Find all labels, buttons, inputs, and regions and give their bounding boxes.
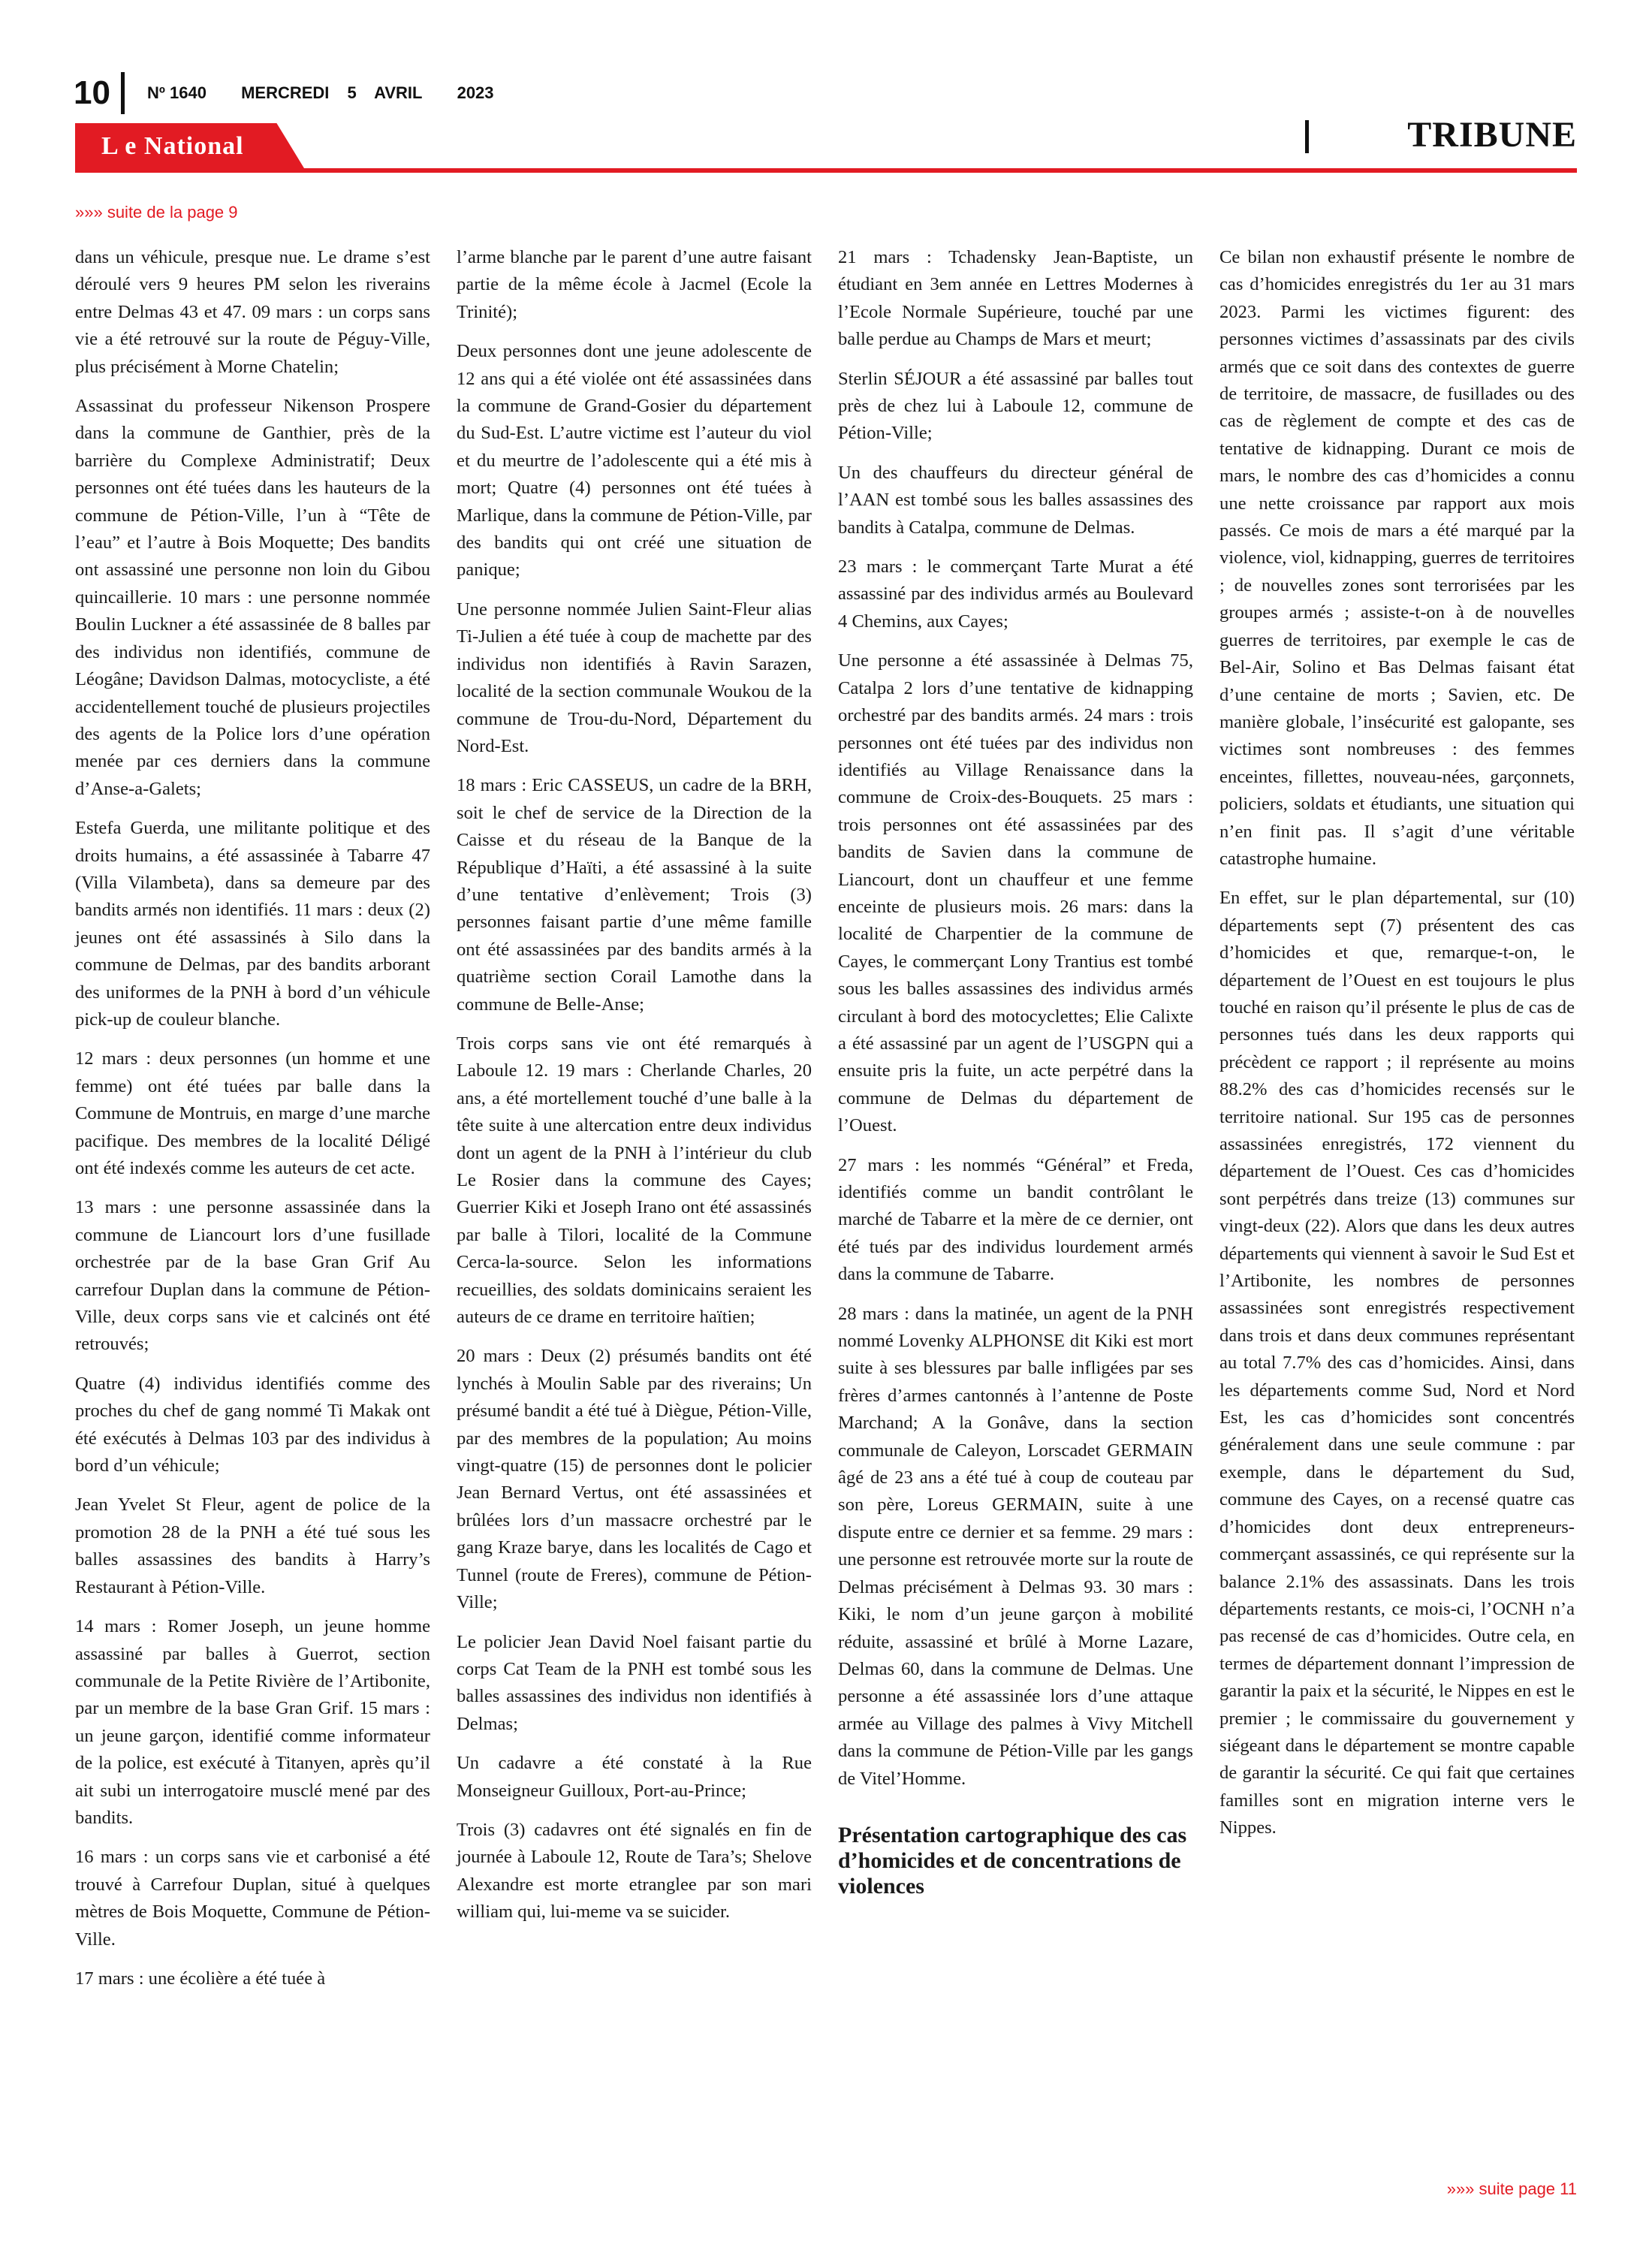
- paragraph: Une personne nommée Julien Saint-Fleur alias Ti-Julien a été tuée à coup de machette par des individus non identifiés à Ravin Sarazen, localité de la section communale Woukou de la commune de Trou-du-Nord, Département du Nord-Est.: [457, 599, 812, 756]
- continued-from: »»» suite de la page 9: [75, 203, 238, 222]
- paragraph: 14 mars : Romer Joseph, un jeune homme assassiné par balles à Guerrot, section communale de la Petite Rivière de l’Artibonite, par un membre de la base Gran Grif. 15 mars : un jeune garçon, identifié comme informateur de la police, est exécuté à Titanyen, après qu’il ait subi un interrogatoire musclé mené par des bandits.: [75, 1616, 430, 1828]
- paragraph: 18 mars : Eric CASSEUS, un cadre de la BRH, soit le chef de service de la Direction de la Caisse et du réseau de la Banque de la République d’Haïti, a été assassiné à la suite d’une tentative d’enlèvement; Trois (3) personnes faisant partie d’une même famille ont été assassinées par des bandits armés à la quatrième section Corail Lamothe dans la commune de Belle-Anse;: [457, 775, 812, 1015]
- masthead: [74, 69, 524, 117]
- month: AVRIL: [374, 83, 423, 102]
- page-number: 10: [74, 74, 110, 111]
- paragraph: Deux personnes dont une jeune adolescente de 12 ans qui a été violée ont été assassinées dans la commune de Grand-Gosier du département du Sud-Est. L’autre victime est l’auteur du viol et du meurtre de l’adolescente qui a été mis à mort; Quatre (4) personnes ont été tuées à Marlique, dans la commune de Pétion-Ville, par des bandits qui ont créé une situation de panique;: [457, 341, 812, 581]
- paragraph: Jean Yvelet St Fleur, agent de police de la promotion 28 de la PNH a été tué sous les balles assassines des bandits à Harry’s Restaurant à Pétion-Ville.: [75, 1494, 430, 1597]
- paragraph: Trois (3) cadavres ont été signalés en fin de journée à Laboule 12, Route de Tara’s; Shelove Alexandre est morte etranglee par son mari william qui, lui-meme va se suicider.: [457, 1819, 812, 1923]
- paragraph: Ce bilan non exhaustif présente le nombre de cas d’homicides enregistrés du 1er au 31 mars 2023. Parmi les victimes figurent: des personnes victimes d’assassinats par des civils armés que ce soit dans des contextes de guerre de territoire, de massacre, de fusillades ou des cas de règlement de compte et des cas de tentative de kidnapping. Durant ce mois de mars, le nombre des cas d’homicides a connu une nette croissance par rapport aux mois passés. Ce mois de mars a été marqué par la violence, viol, kidnapping, guerres de territoires ; de nouvelles zones sont terrorisées par les groupes armés ; assiste-t-on à de nouvelles guerres de territoires, par exemple le cas de Bel-Air, Solino et Bas Delmas faisant état d’une centaine de morts ; Savien, etc. De manière globale, l’insécurité est galopante, ses victimes sont nombreuses : des femmes enceintes, fillettes, nouveau-nées, garçonnets, policiers, soldats et étudiants, une situation qui n’en finit pas. Il s’agit d’une véritable catastrophe humaine.: [1219, 247, 1575, 869]
- paragraph: 20 mars : Deux (2) présumés bandits ont été lynchés à Moulin Sable par des riverains; Un présumé bandit a été tué à Diègue, Pétion-Ville, par des membres de la population; Au moins vingt-quatre (15) de personnes dont le policier Jean Bernard Vertus, ont été assassinées et brûlées lors d’un massacre orchestré par le gang Kraze barye, dans les localités de Cago et Tunnel (route de Freres), commune de Pétion-Ville;: [457, 1346, 812, 1613]
- page-number-divider: [121, 72, 125, 114]
- paragraph: Un des chauffeurs du directeur général de l’AAN est tombé sous les balles assassines des bandits à Catalpa, commune de Delmas.: [838, 462, 1193, 538]
- paragraph: Estefa Guerda, une militante politique et des droits humains, a été assassinée à Tabarre 47 (Villa Vilambeta), dans sa demeure par des bandits armés non identifiés. 11 mars : deux (2) jeunes ont été assassinés à Silo dans la commune de Delmas, par des bandits arborant des uniformes de la PNH à bord d’un véhicule pick-up de couleur blanche.: [75, 818, 430, 1030]
- column-3: [838, 244, 1193, 1899]
- paragraph: l’arme blanche par le parent d’une autre faisant partie de la même école à Jacmel (Ecole la Trinité);: [457, 247, 812, 322]
- column-4: [1219, 244, 1575, 1854]
- brand-logo: L e National: [101, 132, 244, 160]
- paragraph: Sterlin SÉJOUR a été assassiné par balles tout près de chez lui à Laboule 12, commune de Pétion-Ville;: [838, 368, 1193, 444]
- subheading: Présentation cartographique des cas d’homicides et de concentrations de violences: [838, 1822, 1187, 1899]
- issue-number: Nº 1640: [146, 83, 206, 102]
- paragraph: 28 mars : dans la matinée, un agent de la PNH nommé Lovenky ALPHONSE dit Kiki est mort suite à ses blessures par balle infligées par ses frères d’armes cantonnés à l’antenne de Poste Marchand; A la Gonâve, dans la section communale de Caleyon, Lorscadet GERMAIN âgé de 23 ans a été tué à coup de couteau par son père, Loreus GERMAIN, suite à une dispute entre ce dernier et sa femme. 29 mars : une personne est retrouvée morte sur la route de Delmas précisément à Delmas 93. 30 mars : Kiki, le nom d’un jeune garçon à mobilité réduite, assassiné et brûlé à Morne Lazare, Delmas 60, dans la commune de Delmas. Une personne a été assassinée lors d’une attaque armée au Village des palmes à Vivy Mitchell dans la commune de Pétion-Ville par les gangs de Vitel’Homme.: [838, 1303, 1193, 1789]
- paragraph: 16 mars : un corps sans vie et carbonisé a été trouvé à Carrefour Duplan, situé à quelques mètres de Bois Moquette, Commune de Pétion-Ville.: [75, 1847, 430, 1950]
- continued-to: »»» suite page 11: [1446, 2179, 1577, 2198]
- header-rule: [75, 168, 1577, 173]
- section-divider: [1305, 120, 1309, 153]
- weekday: MERCREDI: [241, 83, 330, 102]
- paragraph: Un cadavre a été constaté à la Rue Monseigneur Guilloux, Port-au-Prince;: [457, 1753, 812, 1801]
- paragraph: Trois corps sans vie ont été remarqués à Laboule 12. 19 mars : Cherlande Charles, 20 ans, a été mortellement touché d’une balle à la tête suite à une altercation entre deux individus dont un agent de la PNH à l’intérieur du club Le Rosier dans la commune des Cayes; Guerrier Kiki et Joseph Irano ont été assassinés par balle à Tilori, localité de la Commune Cerca-la-source. Selon les informations recueillies, des soldats dominicains seraient les auteurs de ce drame en territoire haïtien;: [457, 1033, 812, 1328]
- paragraph: 12 mars : deux personnes (un homme et une femme) ont été tuées par balle dans la Commune de Montruis, en marge d’une marche pacifique. Des membres de la localité Déligé ont été indexés comme les auteurs de cet acte.: [75, 1048, 430, 1178]
- paragraph: 27 mars : les nommés “Général” et Freda, identifiés comme un bandit contrôlant le marché de Tabarre et la mère de ce dernier, ont été tués par des individus lourdement armés dans la commune de Tabarre.: [838, 1154, 1193, 1285]
- paragraph: dans un véhicule, presque nue. Le drame s’est déroulé vers 9 heures PM selon les riverains entre Delmas 43 et 47. 09 mars : un corps sans vie a été retrouvé sur la route de Péguy-Ville, plus précisément à Morne Chatelin;: [75, 247, 430, 377]
- column-1: [75, 244, 430, 2004]
- paragraph: Une personne a été assassinée à Delmas 75, Catalpa 2 lors d’une tentative de kidnapping orchestré par des bandits armés. 24 mars : trois personnes ont été tuées par des individus non identifiés au Village Renaissance dans la commune de Croix-des-Bouquets. 25 mars : trois personnes ont été assassinées par des bandits de Savien dans la commune de Liancourt, dont un chauffeur et une femme enceinte de plusieurs mois. 26 mars: dans la localité de Charpentier de la commune de Cayes, le commerçant Lony Trantius est tombé sous les balles assassines des individus armés circulant à bord des motocyclettes; Elie Calixte a été assassiné par un agent de l’USGPN qui a ensuite pris la fuite, un acte perpétré dans la commune de Delmas du département de l’Ouest.: [838, 650, 1193, 1136]
- section-title: TRIBUNE: [1407, 115, 1577, 155]
- paragraph: 17 mars : une écolière a été tuée à: [75, 1968, 326, 1989]
- paragraph: 13 mars : une personne assassinée dans la commune de Liancourt lors d’une fusillade orchestrée par de la base Gran Grif Au carrefour Duplan dans la commune de Pétion-Ville, deux corps sans vie et calcinés ont été retrouvés;: [75, 1197, 430, 1355]
- paragraph: Le policier Jean David Noel faisant partie du corps Cat Team de la PNH est tombé sous les balles assassines des individus non identifiés à Delmas;: [457, 1631, 812, 1734]
- issue-info: [147, 83, 524, 103]
- day: 5: [347, 83, 357, 102]
- paragraph: 21 mars : Tchadensky Jean-Baptiste, un étudiant en 3em année en Lettres Modernes à l’Ecole Normale Supérieure, touché par une balle perdue au Champs de Mars et meurt;: [838, 247, 1193, 350]
- paragraph: 23 mars : le commerçant Tarte Murat a été assassiné par des individus armés au Boulevard 4 Chemins, aux Cayes;: [838, 556, 1193, 632]
- year: 2023: [457, 83, 494, 102]
- paragraph: En effet, sur le plan départemental, sur (10) départements sept (7) présentent des cas d’homicides et que, remarque-t-on, le département de l’Ouest en est toujours le plus touché en raison qu’il présente le plus de cas de personnes tués dans les deux rapports qui précèdent ce rapport ; il représente au moins 88.2% des cas d’homicides recensés sur le territoire national. Sur 195 cas de personnes assassinées enregistrés, 172 viennent du département de l’Ouest. Ces cas d’homicides sont perpétrés dans treize (13) communes sur vingt-deux (22). Alors que dans les deux autres départements qui viennent à savoir le Sud Est et l’Artibonite, les nombres de personnes assassinées sont enregistrés respectivement dans trois et dans deux communes représentant au total 7.7% des cas d’homicides. Ainsi, dans les départements comme Sud, Nord et Nord Est, les cas d’homicides sont concentrés généralement dans une seule commune : par exemple, dans le département du Sud, commune des Cayes, on a recensé quatre cas d’homicides dont deux entrepreneurs-commerçant assassinés, ce qui représente sur la balance 2.1% des assassinats. Dans les trois départements restants, ce mois-ci, l’OCNH n’a pas recensé de cas d’homicides. Outre cela, en termes de département donnant l’impression de garantir la paix et la sécurité, le Nippes en est le premier ; le commissaire du gouvernement y siégeant dans le département se montre capable de garantir la sécurité. Ce qui fait que certaines familles sont en migration interne vers le Nippes.: [1219, 888, 1575, 1838]
- column-2: [457, 244, 812, 1938]
- paragraph: Assassinat du professeur Nikenson Prospere dans la commune de Ganthier, près de la barrière du Complexe Administratif; Deux personnes ont été tuées dans les hauteurs de la commune de Pétion-Ville, l’un à “Tête de l’eau” et l’autre à Bois Moquette; Des bandits ont assassiné une personne non loin du Gibou quincaillerie. 10 mars : une personne nommée Boulin Luckner a été assassinée de 8 balles par des individus non identifiés, commune de Léogâne; Davidson Dalmas, motocycliste, a été accidentellement touché de plusieurs projectiles des agents de la Police lors d’une opération menée par ces derniers dans la commune d’Anse-a-Galets;: [75, 396, 430, 799]
- paragraph: Quatre (4) individus identifiés comme des proches du chef de gang nommé Ti Makak ont été exécutés à Delmas 103 par des individus à bord d’un véhicule;: [75, 1373, 430, 1476]
